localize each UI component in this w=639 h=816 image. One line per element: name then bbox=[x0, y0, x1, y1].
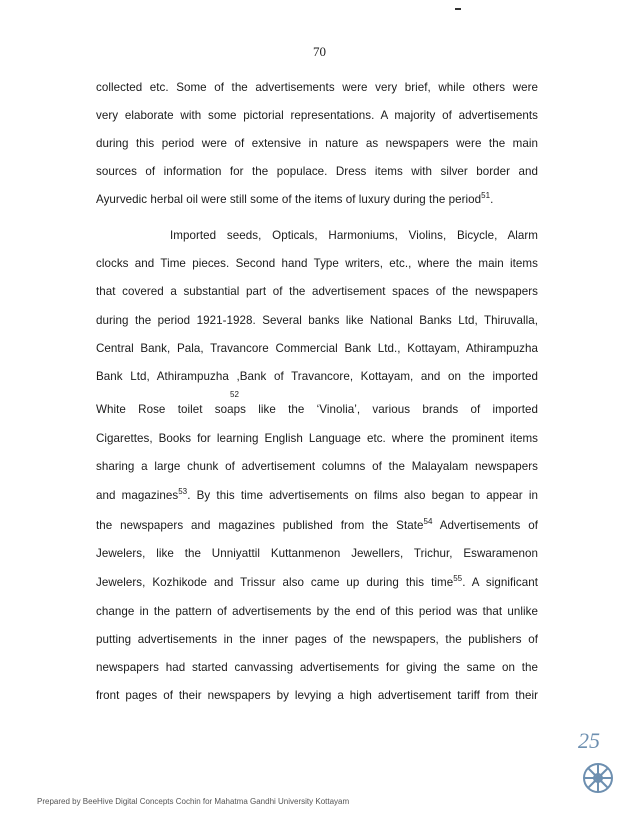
page-number: 70 bbox=[313, 44, 326, 59]
footnote-ref: 53 bbox=[178, 487, 188, 496]
text-line: change in the pattern of advertisements by the end of this period was that unlike bbox=[96, 605, 538, 618]
text-line: during this period were of extensive in nature as newspapers were the main bbox=[96, 137, 538, 150]
text-line: Bank Ltd, Athirampuzha ,Bank of Travancore, Kottayam, and on the imported bbox=[96, 370, 538, 383]
text-line: newspapers had started canvassing advertisements for giving the same on the bbox=[96, 661, 538, 674]
text-line: putting advertisements in the inner pages of the newspapers, the publishers of bbox=[96, 633, 538, 646]
text-line: Jewelers, Kozhikode and Trissur also came up during this time$^{55}$. A significant bbox=[96, 574, 538, 589]
footnote-ref: 51 bbox=[481, 191, 491, 200]
text-line: the newspapers and magazines published from the State$^{54}$ Advertisements of bbox=[96, 517, 539, 532]
text-line: very elaborate with some pictorial representations. A majority of advertisements bbox=[96, 109, 538, 122]
text-line: Cigarettes, Books for learning English Language etc. where the prominent items bbox=[96, 432, 538, 445]
text-line: Imported seeds, Opticals, Harmoniums, Violins, Bicycle, Alarm bbox=[170, 229, 538, 242]
scan-mark bbox=[455, 8, 461, 10]
footnote-ref: 52 bbox=[230, 390, 239, 399]
text-line: sources of information for the populace. Dress items with silver border and bbox=[96, 165, 538, 178]
text-line: collected etc. Some of the advertisements were very brief, while others were bbox=[96, 81, 538, 94]
university-logo-icon bbox=[570, 726, 630, 806]
text-line: Central Bank, Pala, Travancore Commercial Bank Ltd., Kottayam, Athirampuzha bbox=[96, 342, 538, 355]
text-line: sharing a large chunk of advertisement columns of the Malayalam newspapers bbox=[96, 460, 538, 473]
footnote-ref: 55 bbox=[453, 574, 463, 583]
footnote-ref: 54 bbox=[423, 517, 433, 526]
text-line: and magazines$^{53}$. By this time advertisements on films also began to appear in bbox=[96, 487, 538, 502]
footer-credit: Prepared by BeeHive Digital Concepts Cochin for Mahatma Gandhi University Kottayam bbox=[37, 797, 350, 806]
svg-text:25: 25 bbox=[578, 728, 600, 753]
text-line: Jewelers, like the Unniyattil Kuttanmenon Jewellers, Trichur, Eswaramenon bbox=[96, 547, 538, 560]
text-line: Ayurvedic herbal oil were still some of the items of luxury during the period$^{51}$. bbox=[96, 191, 494, 206]
text-line: that covered a substantial part of the advertisement spaces of the newspapers bbox=[96, 285, 538, 298]
text-line: White Rose toilet soaps like the ‘Vinolia’, various brands of imported bbox=[96, 403, 538, 416]
text-line: front pages of their newspapers by levying a high advertisement tariff from their bbox=[96, 689, 538, 702]
text-line: clocks and Time pieces. Second hand Type writers, etc., where the main items bbox=[96, 257, 538, 270]
text-line: during the period 1921-1928. Several banks like National Banks Ltd, Thiruvalla, bbox=[96, 314, 538, 327]
